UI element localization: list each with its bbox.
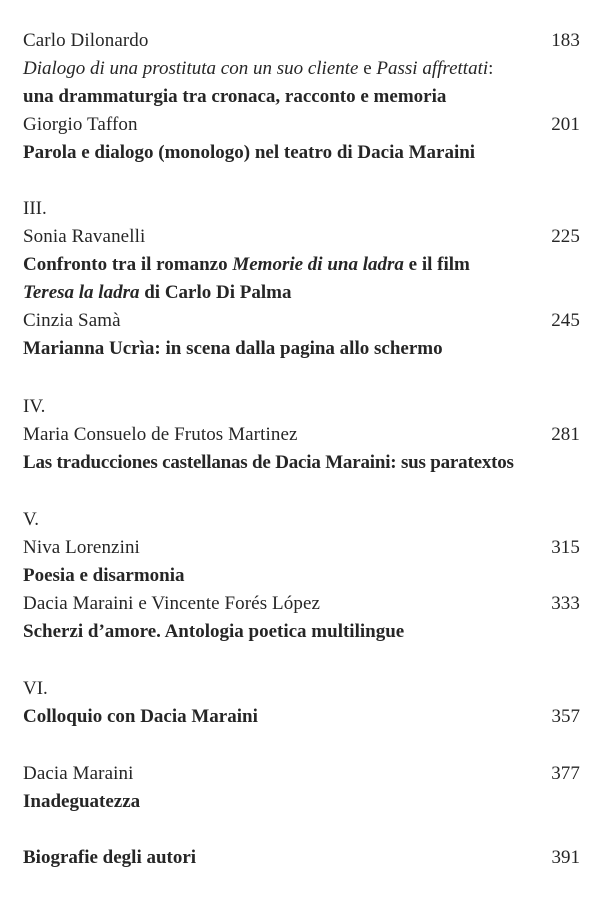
toc-title: Parola e dialogo (monologo) nel teatro di Dacia Maraini [23, 142, 476, 163]
title-italic: Memorie di una ladra [232, 254, 404, 275]
author-name: Cinzia Samà [23, 310, 121, 331]
section-heading: VI. [23, 678, 48, 699]
toc-author [23, 536, 580, 560]
toc-title [23, 281, 580, 305]
toc-author [23, 592, 580, 616]
toc-title: Poesia e disarmonia [23, 565, 185, 586]
toc-title [23, 253, 580, 277]
section-heading: V. [23, 509, 40, 530]
page-number: 333 [551, 593, 580, 614]
author-name: Sonia Ravanelli [23, 226, 146, 247]
toc-title [23, 57, 580, 81]
toc-author [23, 113, 580, 137]
title-italic: Passi affrettati [376, 58, 489, 79]
page-number: 315 [551, 537, 580, 558]
toc-title: Scherzi d’amore. Antologia poetica multilingue [23, 621, 405, 642]
page-number: 245 [551, 310, 580, 331]
toc-title: una drammaturgia tra cronaca, racconto e memoria [23, 86, 447, 107]
toc-author [23, 29, 580, 53]
page-number: 183 [551, 30, 580, 51]
title-text: e il film [403, 254, 470, 275]
page-number: 357 [551, 706, 580, 727]
title-text: Colloquio con Dacia Maraini [23, 706, 258, 727]
page-number: 225 [551, 226, 580, 247]
author-name: Dacia Maraini e Vincente Forés López [23, 593, 321, 614]
author-name: Dacia Maraini [23, 763, 134, 784]
author-name: Giorgio Taffon [23, 114, 138, 135]
toc-author [23, 309, 580, 333]
title-text: di Carlo Di Palma [139, 282, 292, 303]
page-number: 377 [551, 763, 580, 784]
title-italic: Dialogo di una prostituta con un suo cliente [23, 58, 359, 79]
title-text: e [358, 58, 377, 79]
author-name: Carlo Dilonardo [23, 30, 149, 51]
author-name: Maria Consuelo de Frutos Martinez [23, 424, 298, 445]
toc-title: Las traducciones castellanas de Dacia Maraini: sus paratextos [23, 452, 514, 473]
toc-title [23, 705, 580, 729]
page-number: 391 [551, 847, 580, 868]
toc-title: Inadeguatezza [23, 791, 141, 812]
title-text: : [488, 58, 494, 79]
section-heading: III. [23, 198, 47, 219]
toc-author [23, 225, 580, 249]
toc-title [23, 846, 580, 870]
title-italic: Teresa la ladra [23, 282, 140, 303]
page-number: 281 [551, 424, 580, 445]
toc-title: Marianna Ucrìa: in scena dalla pagina allo schermo [23, 338, 443, 359]
page-number: 201 [551, 114, 580, 135]
toc-author [23, 762, 580, 786]
author-name: Niva Lorenzini [23, 537, 140, 558]
title-text: Biografie degli autori [23, 847, 197, 868]
section-heading: IV. [23, 396, 46, 417]
title-text: Confronto tra il romanzo [23, 254, 233, 275]
toc-author [23, 423, 580, 447]
